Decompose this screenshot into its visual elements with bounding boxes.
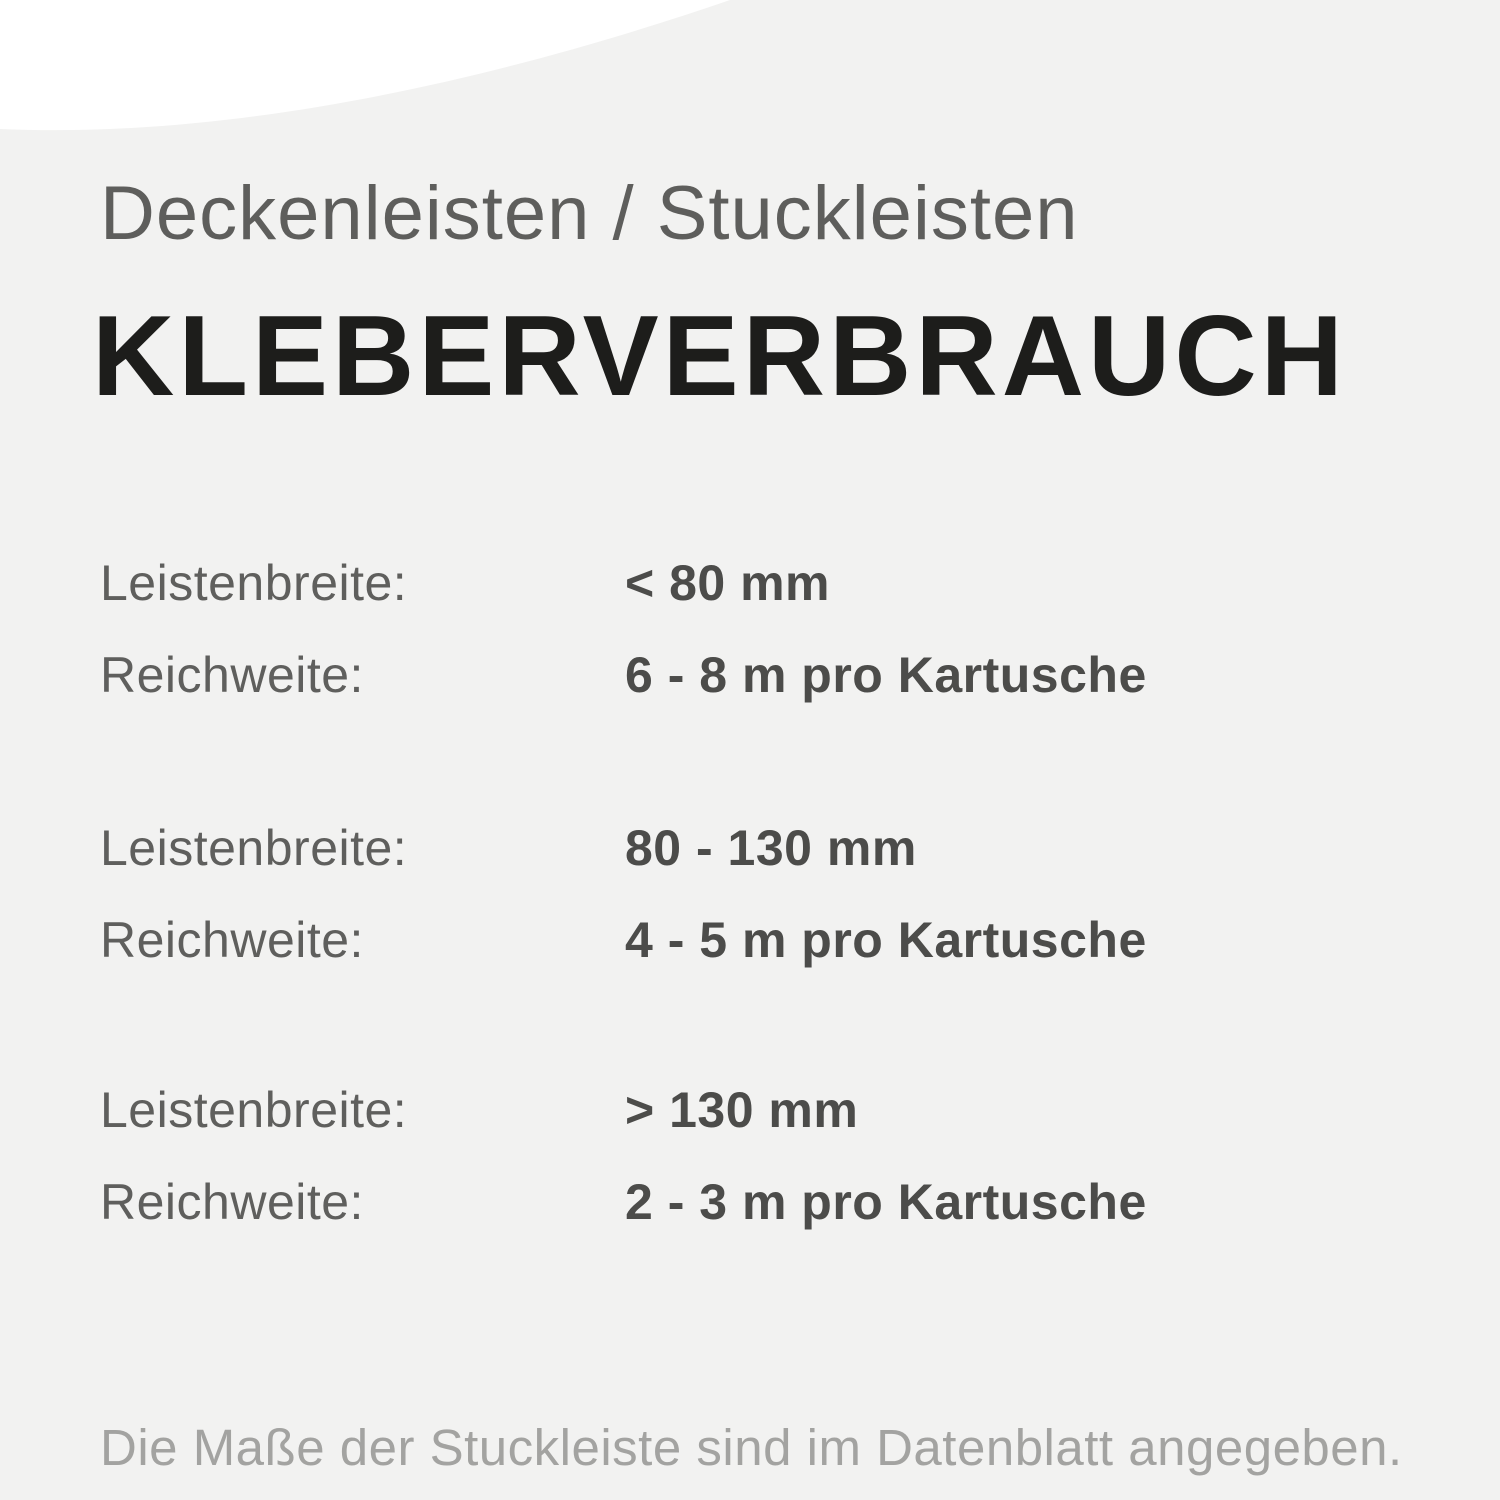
spec-row: [100, 629, 1400, 721]
spec-block-over-130mm: [100, 1064, 1400, 1248]
spec-row: [100, 1156, 1400, 1248]
spec-label: Leistenbreite:: [100, 1082, 408, 1138]
spec-value: 2 - 3 m pro Kartusche: [625, 1174, 1147, 1230]
spec-value: 80 - 130 mm: [625, 820, 917, 876]
spec-block-80-130mm: [100, 802, 1400, 986]
footer-note: Die Maße der Stuckleiste sind im Datenblatt angegeben.: [100, 1419, 1403, 1476]
spec-value: 4 - 5 m pro Kartusche: [625, 912, 1147, 968]
spec-label: Reichweite:: [100, 647, 364, 703]
top-curve-decoration: [0, 0, 1500, 145]
spec-row: [100, 894, 1400, 986]
spec-value: 6 - 8 m pro Kartusche: [625, 647, 1147, 703]
page-title: KLEBERVERBRAUCH: [92, 293, 1347, 420]
spec-row: [100, 802, 1400, 894]
spec-row: [100, 537, 1400, 629]
page-subtitle: Deckenleisten / Stuckleisten: [100, 171, 1079, 256]
spec-label: Reichweite:: [100, 1174, 364, 1230]
spec-label: Leistenbreite:: [100, 555, 408, 611]
spec-label: Leistenbreite:: [100, 820, 408, 876]
spec-value: > 130 mm: [625, 1082, 859, 1138]
curve-shape: [0, 0, 1500, 145]
spec-value: < 80 mm: [625, 555, 831, 611]
spec-block-under-80mm: [100, 537, 1400, 721]
spec-row: [100, 1064, 1400, 1156]
spec-label: Reichweite:: [100, 912, 364, 968]
